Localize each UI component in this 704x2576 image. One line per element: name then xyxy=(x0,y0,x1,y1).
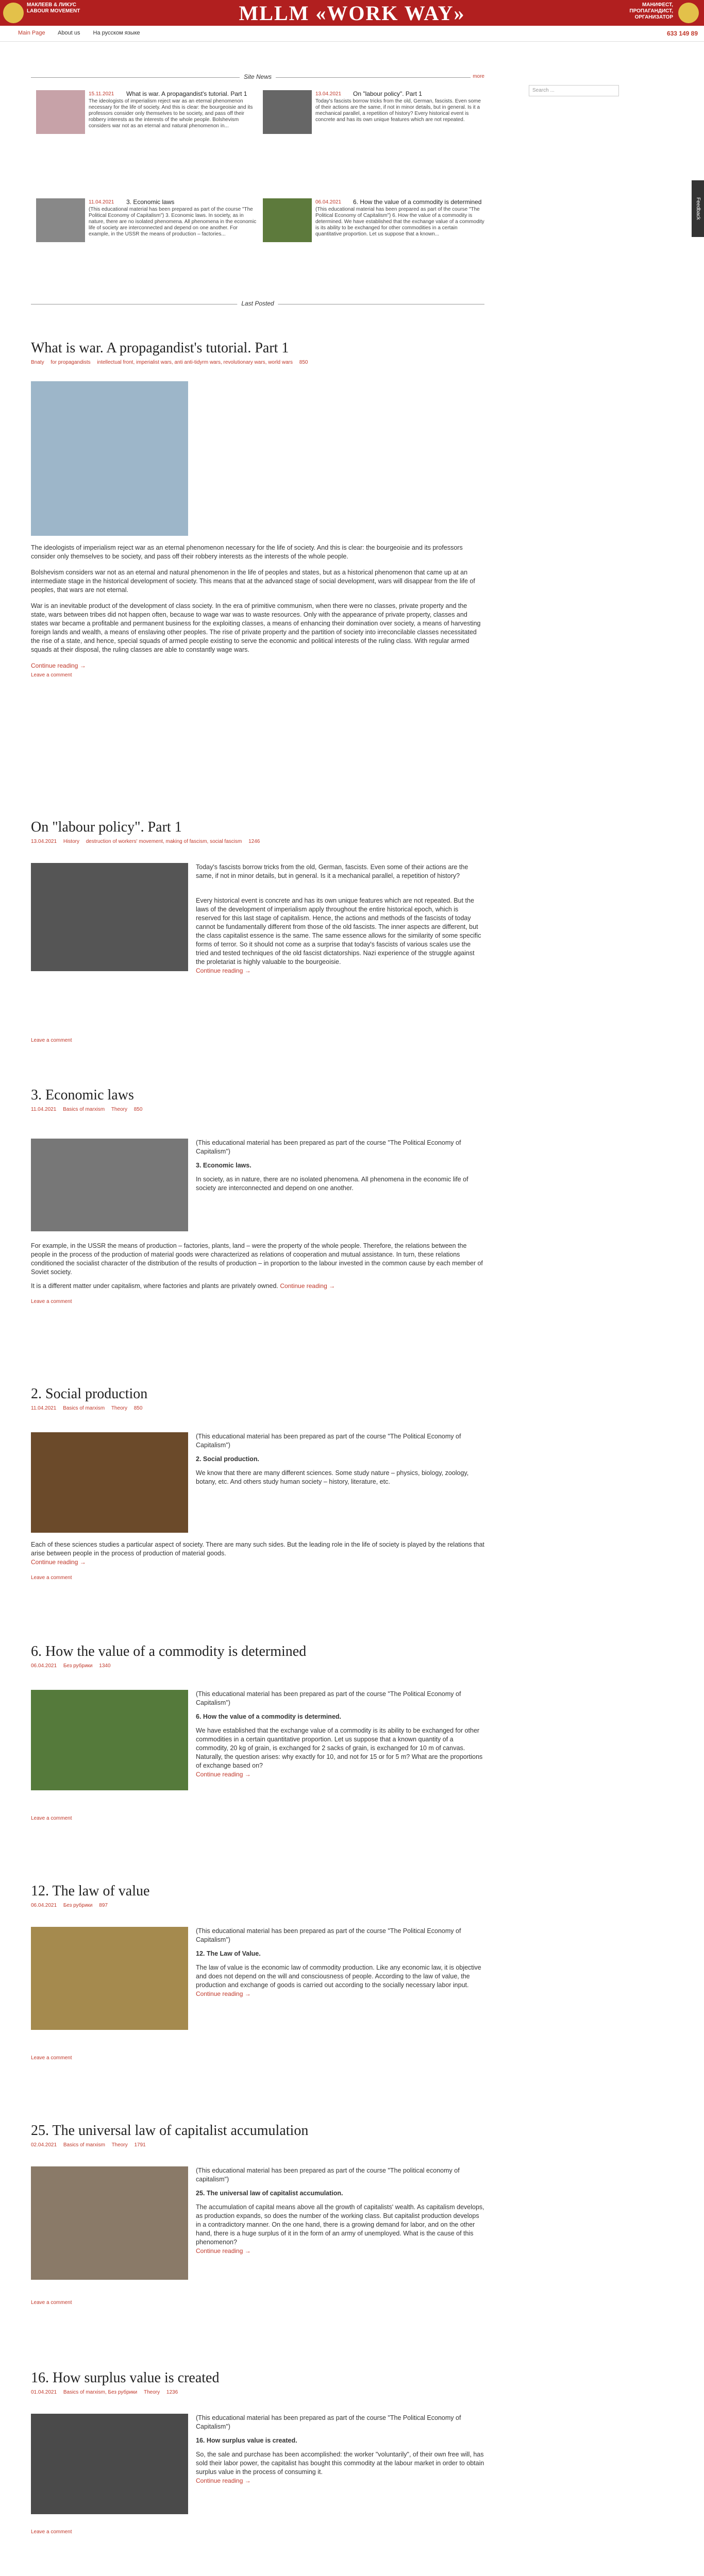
post-meta xyxy=(31,1405,484,1411)
post-paragraph: Today's fascists borrow tricks from the old, German, fascists. Even some of their actions are the same, if not in minor details, but in general. Is it a mechanical parallel, a repetition of history? xyxy=(196,863,468,879)
news-excerpt: (This educational material has been prepared as part of the course "The Political Economy of Capitalism") 3. Economic laws. In society, as in nature, there are no isolated phenomena. All phenomena in the economic life of society are interconnected and depend on one another. For example, in the USSR the means of production – factories... xyxy=(89,207,257,237)
post-paragraph: The law of value is the economic law of commodity production. Like any economic law, it is objective and does not depend on the will and consciousness of people. According to the law of value, the production and exchange of goods is carried out according to the socially necessary labor input. xyxy=(196,1964,481,1989)
leave-comment-link[interactable]: Leave a comment xyxy=(31,2529,72,2535)
post-paragraph: The accumulation of capital means above all the growth of capitalists' wealth. As capitalism develops, as production expands, so does the number of the working class. But capitalist production develops in a contradictory manner. On the one hand, there is a growing demand for labor, and on the other hand, there is a huge surplus of it in the form of an army of unemployed. What is the cause of this phenomenon? xyxy=(196,2204,484,2246)
site-news-header xyxy=(31,73,484,80)
post-meta-item[interactable]: Без рубрики xyxy=(63,1903,93,1908)
post-title[interactable]: 6. How the value of a commodity is determined xyxy=(31,1643,307,1659)
post-meta-item[interactable]: History xyxy=(63,839,79,844)
news-excerpt: (This educational material has been prepared as part of the course "The Political Economy of Capitalism") 6. How the value of a commodity is determined. We have established that the exchange value of a commodity is its ability to be exchanged for other commodities in a certain quantitative proportion. Let us suppose that a known... xyxy=(315,207,484,237)
post-meta-item: 897 xyxy=(99,1903,108,1908)
post-paragraph: (This educational material has been prepared as part of the course "The Political Economy of Capitalism") xyxy=(196,1690,461,1706)
post-paragraph: (This educational material has been prepared as part of the course "The political economy of capitalism") xyxy=(196,2167,460,2183)
post-meta xyxy=(31,1663,484,1669)
post-meta-item: 1340 xyxy=(99,1663,111,1669)
header-left-text: МАКЛЕЕВ & ЛИКУС LABOUR MOVEMENT xyxy=(27,2,80,14)
continue-reading-link[interactable]: Continue reading → xyxy=(196,2477,251,2484)
post-image xyxy=(31,2166,188,2280)
post-paragraph: 16. How surplus value is created. xyxy=(196,2437,297,2444)
header-right-text: МАНИФЕСТ, ПРОПАГАНДИСТ, ОРГАНИЗАТОР xyxy=(629,2,673,20)
news-thumbnail[interactable] xyxy=(36,198,85,242)
news-date: 13.04.2021 xyxy=(315,91,342,97)
post-paragraph: 25. The universal law of capitalist accumulation. xyxy=(196,2190,343,2197)
post-image xyxy=(31,1432,188,1533)
post-paragraph: (This educational material has been prepared as part of the course "The Political Economy of Capitalism") xyxy=(196,1927,461,1943)
continue-reading-link[interactable]: Continue reading → xyxy=(31,662,86,669)
continue-reading-link[interactable]: Continue reading → xyxy=(196,1771,251,1778)
post-title[interactable]: 12. The law of value xyxy=(31,1883,150,1899)
leave-comment-link[interactable]: Leave a comment xyxy=(31,1575,72,1581)
continue-reading-link[interactable]: Continue reading → xyxy=(280,1282,336,1290)
post-title[interactable]: 2. Social production xyxy=(31,1386,148,1402)
post-paragraph: 6. How the value of a commodity is determined. xyxy=(196,1713,342,1720)
leave-comment-link[interactable]: Leave a comment xyxy=(31,2055,72,2061)
continue-reading-link[interactable]: Continue reading → xyxy=(31,1558,86,1566)
news-item[interactable] xyxy=(263,90,484,147)
more-link[interactable]: more xyxy=(471,74,484,79)
post-meta xyxy=(31,839,484,844)
post-meta xyxy=(31,1903,484,1908)
post-paragraph: For example, in the USSR the means of production – factories, plants, land – were the property of the whole people. Therefore, the relations between the people in the process of the production of material goods were characterized as relations of cooperation and mutual assistance. In turn, these relations conditioned the socialist character of the distribution of the results of production – in proportion to the labour invested in the common cause by each member of Soviet society. xyxy=(31,1242,483,1276)
post xyxy=(31,2123,484,2306)
news-thumbnail[interactable] xyxy=(36,90,85,134)
post-image xyxy=(31,2414,188,2514)
news-title[interactable]: On "labour policy". Part 1 xyxy=(353,90,422,97)
news-date: 11.04.2021 xyxy=(89,199,114,205)
post-paragraph: Bolshevism considers war not as an eternal and natural phenomenon in the life of peoples and states, but as a historical phenomenon that came up at an intermediate stage in the historical development of society. This means that at the advanced stage of social development, wars will disappear from the life of peoples, that wars are not eternal. xyxy=(31,569,475,594)
post-meta-item[interactable]: for propagandists xyxy=(51,360,91,365)
leave-comment-link[interactable]: Leave a comment xyxy=(31,2300,72,2306)
post-title[interactable]: 25. The universal law of capitalist accumulation xyxy=(31,2123,309,2139)
post-meta-item[interactable]: Без рубрики xyxy=(63,1663,93,1669)
post-paragraph: War is an inevitable product of the development of class society. In the era of primitive communism, when there were no classes, private property and the state, wars between tribes did not happen often, because to wage war was to waste resources. Only with the appearance of private property, classes and states war became a profitable and permanent business for the exploiting classes, a means of enhancing their domination over society, a means of harvesting foreign lands and wealth, a means of enslaving other peoples. The rise of private property and the partition of society into irreconcilable classes necessitated the rise of a state, and hence, special squads of armed people existing to serve the economic and political interests of the ruling class. With regular armed squads at their disposal, the ruling classes are able to constantly wage wars. xyxy=(31,602,481,653)
post-meta-item[interactable]: Basics of marxism xyxy=(63,2142,105,2148)
post-meta-item[interactable]: Basics of marxism xyxy=(63,1405,105,1411)
nav-about[interactable]: About us xyxy=(58,30,80,36)
post xyxy=(31,1643,484,1821)
post-paragraph: 12. The Law of Value. xyxy=(196,1950,261,1957)
post-meta-item[interactable]: Theory xyxy=(111,2142,128,2148)
post-title[interactable]: What is war. A propagandist's tutorial. Part 1 xyxy=(31,340,289,356)
post-paragraph: Every historical event is concrete and has its own unique features which are not repeated. But the laws of the development of imperialism apply throughout the entire historical epoch, which is reserved for this last stage of capitalism. Hence, the actions and methods of the fascists of today cannot be fundamentally different from those of the old fascists. The inner aspects are different, but the class capitalist essence is the same. The same essence allows for the similarity of some specific forms of terror. So it should not come as a surprise that today's fascists of various scales use the tried and tested techniques of the old fascist dictatorships. Nazi experience of the struggle against the proletariat is highly valuable to the bourgeoisie. xyxy=(196,897,481,965)
post-paragraph: In society, as in nature, there are no isolated phenomena. All phenomena in the economic life of society are interconnected and depend on one another. xyxy=(196,1176,468,1192)
post-title[interactable]: 3. Economic laws xyxy=(31,1087,134,1103)
post-meta-item[interactable]: Theory xyxy=(143,2389,160,2395)
post-meta-item[interactable]: destruction of workers' movement, making of fascism, social fascism xyxy=(86,839,242,844)
post-image xyxy=(31,381,188,536)
post-paragraph: 3. Economic laws. xyxy=(196,1162,252,1169)
news-date: 06.04.2021 xyxy=(315,199,342,205)
news-title[interactable]: What is war. A propagandist's tutorial. Part 1 xyxy=(126,90,247,97)
news-thumbnail[interactable] xyxy=(263,198,312,242)
post-meta xyxy=(31,1107,484,1112)
post-meta-item: 850 xyxy=(299,360,308,365)
post-title[interactable]: 16. How surplus value is created xyxy=(31,2370,220,2386)
news-excerpt: Today's fascists borrow tricks from the old, German, fascists. Even some of their actions are the same, if not in minor details, but in general. Is it a mechanical parallel, a repetition of history? Every historical event is concrete and has its own unique features which are not repeated. xyxy=(315,98,481,123)
post xyxy=(31,819,484,1043)
last-posted-label: Last Posted xyxy=(237,300,278,307)
post-meta-item: 1246 xyxy=(248,839,260,844)
post xyxy=(31,2370,484,2535)
post-meta-item[interactable]: 13.04.2021 xyxy=(31,839,57,844)
news-item[interactable] xyxy=(36,90,258,147)
post-paragraph: 2. Social production. xyxy=(196,1455,259,1463)
post-meta-item: 850 xyxy=(133,1405,143,1411)
post-title[interactable]: On "labour policy". Part 1 xyxy=(31,819,182,835)
post-paragraph: We know that there are many different sciences. Some study nature – physics, biology, zoology, botany, etc. And others study human society – history, literature, etc. xyxy=(196,1469,469,1485)
continue-reading-link[interactable]: Continue reading → xyxy=(196,967,251,974)
post-meta xyxy=(31,2142,484,2148)
post-paragraph: The ideologists of imperialism reject war as an eternal phenomenon necessary for the life of society. And this is clear: the bourgeoisie and its professors consider only themselves to be society, and pass off their robbery interests as the interests of the whole people. xyxy=(31,544,463,560)
site-logo[interactable]: MLLM «WORK WAY» xyxy=(239,2,465,25)
post-meta-item[interactable]: Basics of marxism xyxy=(63,1107,105,1112)
leave-comment-link[interactable]: Leave a comment xyxy=(31,672,72,678)
post-image xyxy=(31,863,188,971)
news-item[interactable] xyxy=(36,198,258,255)
post-meta-item[interactable]: 02.04.2021 xyxy=(31,2142,57,2148)
news-title[interactable]: 3. Economic laws xyxy=(126,198,175,206)
post-paragraph: It is a different matter under capitalism, where factories and plants are privately owned. xyxy=(31,1282,278,1290)
post-meta xyxy=(31,360,484,365)
post-meta-item[interactable]: Bnaty xyxy=(31,360,44,365)
nav-russian[interactable]: На русском языке xyxy=(93,30,140,36)
post-image xyxy=(31,1139,188,1231)
phone-number[interactable]: 633 149 89 xyxy=(666,30,698,37)
emblem-icon xyxy=(678,3,699,23)
leave-comment-link[interactable]: Leave a comment xyxy=(31,1038,72,1043)
post-meta-item[interactable]: Theory xyxy=(111,1405,127,1411)
post-paragraph: So, the sale and purchase has been accomplished: the worker "voluntarily", of their own free will, has sold their labor power, the capitalist has bought this commodity at the labour market in order to obtain surplus value in the process of consuming it. xyxy=(196,2451,484,2476)
post xyxy=(31,1386,484,1581)
post-meta-item[interactable]: 11.04.2021 xyxy=(31,1107,57,1112)
post-meta-item[interactable]: Theory xyxy=(111,1107,127,1112)
main-nav xyxy=(0,26,704,42)
sidebar-search-input[interactable]: Search ... xyxy=(529,85,619,96)
post xyxy=(31,1087,484,1304)
leave-comment-link[interactable]: Leave a comment xyxy=(31,1299,72,1304)
post-image xyxy=(31,1927,188,2030)
news-date: 15.11.2021 xyxy=(89,91,114,97)
feedback-tab[interactable]: Feedback xyxy=(692,180,704,237)
post-paragraph: (This educational material has been prepared as part of the course "The Political Economy of Capitalism") xyxy=(196,1139,461,1155)
news-excerpt: The ideologists of imperialism reject war as an eternal phenomenon necessary for the life of society. And this is clear: the bourgeoisie and its professors consider only themselves to be society, and pass off their robbery interests as the interests of the whole people. Bolshevism considers war not as an eternal and natural phenomenon in... xyxy=(89,98,253,129)
post-paragraph: We have established that the exchange value of a commodity is its ability to be exchanged for other commodities in a certain quantitative proportion. Let us suppose that a known quantity of a commodity, 20 kg of grain, is exchanged for 2 sacks of grain, is exchanged for 10 m of canvas. Naturally, the question arises: why exactly for 10, and not for 15 or for 5 m? What are the proportions of exchange based on? xyxy=(196,1727,483,1769)
post-meta-item[interactable]: 06.04.2021 xyxy=(31,1663,57,1669)
continue-reading-link[interactable]: Continue reading → xyxy=(196,1990,251,1997)
post-meta-item: 1791 xyxy=(134,2142,146,2148)
post-meta-item[interactable]: 11.04.2021 xyxy=(31,1405,57,1411)
post-paragraph: Each of these sciences studies a particular aspect of society. There are many such sides. But the leading role in the life of society is played by the relations that arise between people in the process of production of material goods. xyxy=(31,1541,484,1557)
nav-main-page[interactable]: Main Page xyxy=(18,30,45,36)
post-paragraph: (This educational material has been prepared as part of the course "The Political Economy of Capitalism") xyxy=(196,1433,461,1449)
post xyxy=(31,1883,484,2061)
post-image xyxy=(31,1690,188,1790)
post-meta-item[interactable]: intellectual front, imperialist wars, anti anti-tidyrm wars, revolutionary wars, world wars xyxy=(97,360,293,365)
leave-comment-link[interactable]: Leave a comment xyxy=(31,1816,72,1821)
site-news-label: Site News xyxy=(240,73,276,80)
news-title[interactable]: 6. How the value of a commodity is determined xyxy=(353,198,482,206)
post-meta-item[interactable]: 01.04.2021 xyxy=(31,2389,57,2395)
site-header xyxy=(0,0,704,26)
continue-reading-link[interactable]: Continue reading → xyxy=(196,2247,251,2255)
post-meta-item: 1236 xyxy=(166,2389,178,2395)
post-meta-item[interactable]: Basics of marxism, Без рубрики xyxy=(63,2389,138,2395)
post-meta-item[interactable]: 06.04.2021 xyxy=(31,1903,57,1908)
news-thumbnail[interactable] xyxy=(263,90,312,134)
post-meta-item: 850 xyxy=(133,1107,143,1112)
post-meta xyxy=(31,2389,484,2395)
post xyxy=(31,340,484,678)
post-paragraph: (This educational material has been prepared as part of the course "The Political Economy of Capitalism") xyxy=(196,2414,461,2430)
news-item[interactable] xyxy=(263,198,484,255)
